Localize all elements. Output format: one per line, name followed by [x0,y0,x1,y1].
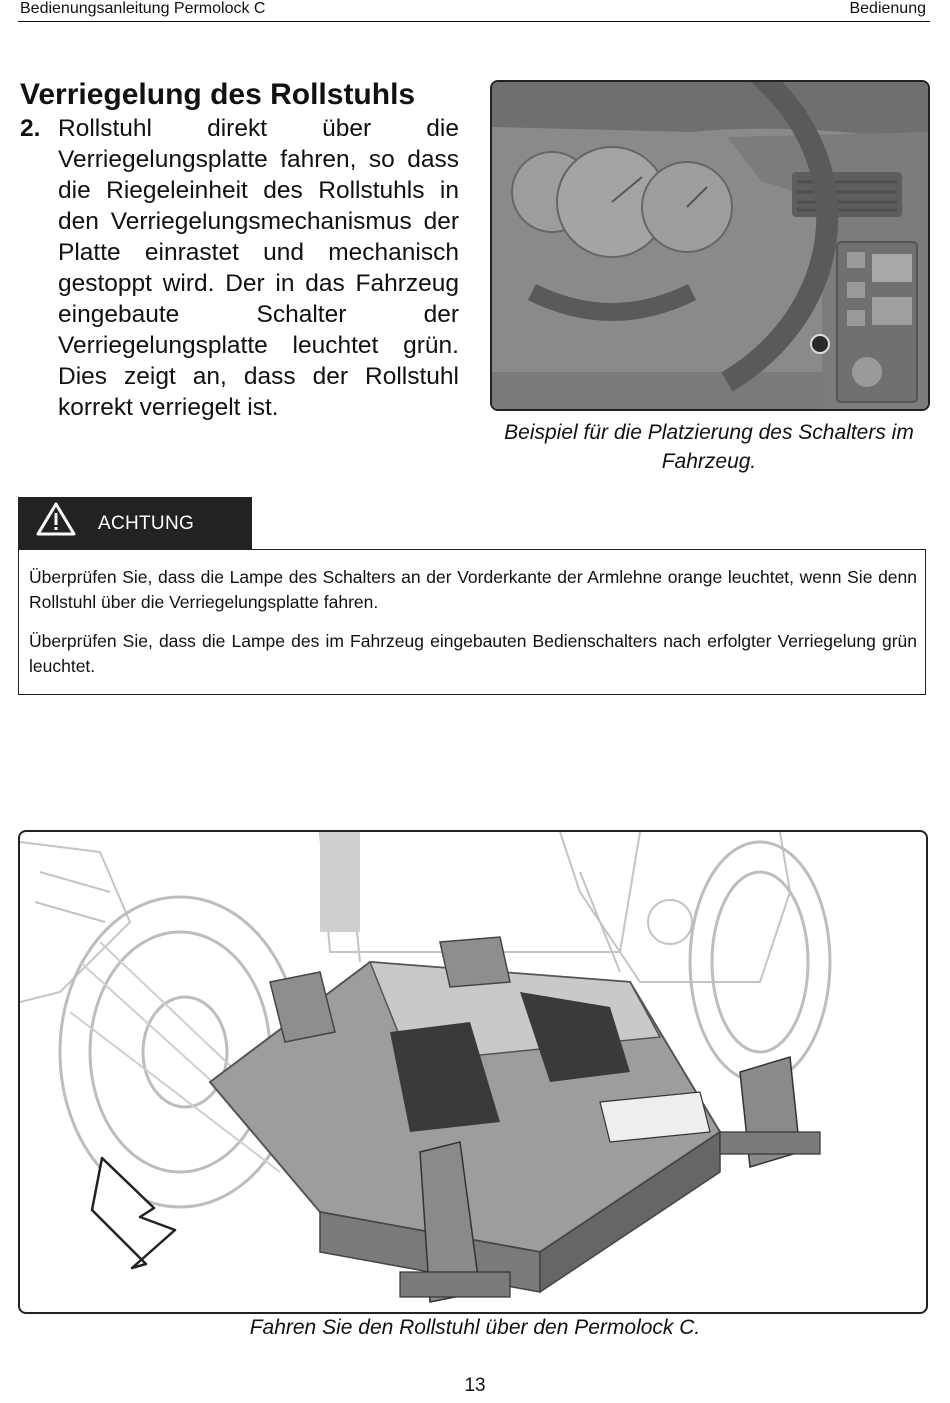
warning-paragraph-1: Überprüfen Sie, dass die Lampe des Schalters an der Vorderkante der Armlehne orange leuchtet, wenn Sie denn Rollstuhl über die Verriegelungsplatte fahren. [29,567,917,612]
dashboard-photo [490,80,930,411]
warning-box [18,549,926,695]
permolock-drawing [20,832,926,1312]
figure-caption-bottom: Fahren Sie den Rollstuhl über den Permolock C. [249,1316,701,1339]
switch-marker [811,335,829,353]
direction-arrow-icon [92,1158,175,1268]
page-number: 13 [464,1375,486,1396]
step-item [20,113,459,423]
warning-label: ACHTUNG [98,513,195,534]
figure-caption-top: Beispiel für die Platzierung des Schalters im Fahrzeug. [504,421,914,473]
header-divider [18,21,930,22]
running-header-left: Bedienungsanleitung Permolock C [20,0,266,17]
section-title: Verriegelung des Rollstuhls [20,78,416,111]
warning-triangle-icon [35,501,77,537]
warning-tab [18,497,252,549]
wheelchair-illustration [18,830,928,1314]
step-text: Rollstuhl direkt über die Verriegelungsplatte fahren, so dass die Riegeleinheit des Rollstuhls in den Verriegelungsmechanismus der Platte einrastet und mechanisch gestoppt wird. Der in das Fahrzeug eingebaute Schalter der Verriegelungsplatte leuchtet grün. Dies zeigt an, dass der Rollstuhl korrekt verriegelt ist. [58,115,459,421]
running-header-right: Bedienung [849,0,926,17]
dashboard-illustration [492,82,928,409]
step-number: 2. [20,115,41,142]
warning-paragraph-2: Überprüfen Sie, dass die Lampe des im Fahrzeug eingebauten Bedienschalters nach erfolgter Verriegelung grün leuchtet. [29,631,917,676]
